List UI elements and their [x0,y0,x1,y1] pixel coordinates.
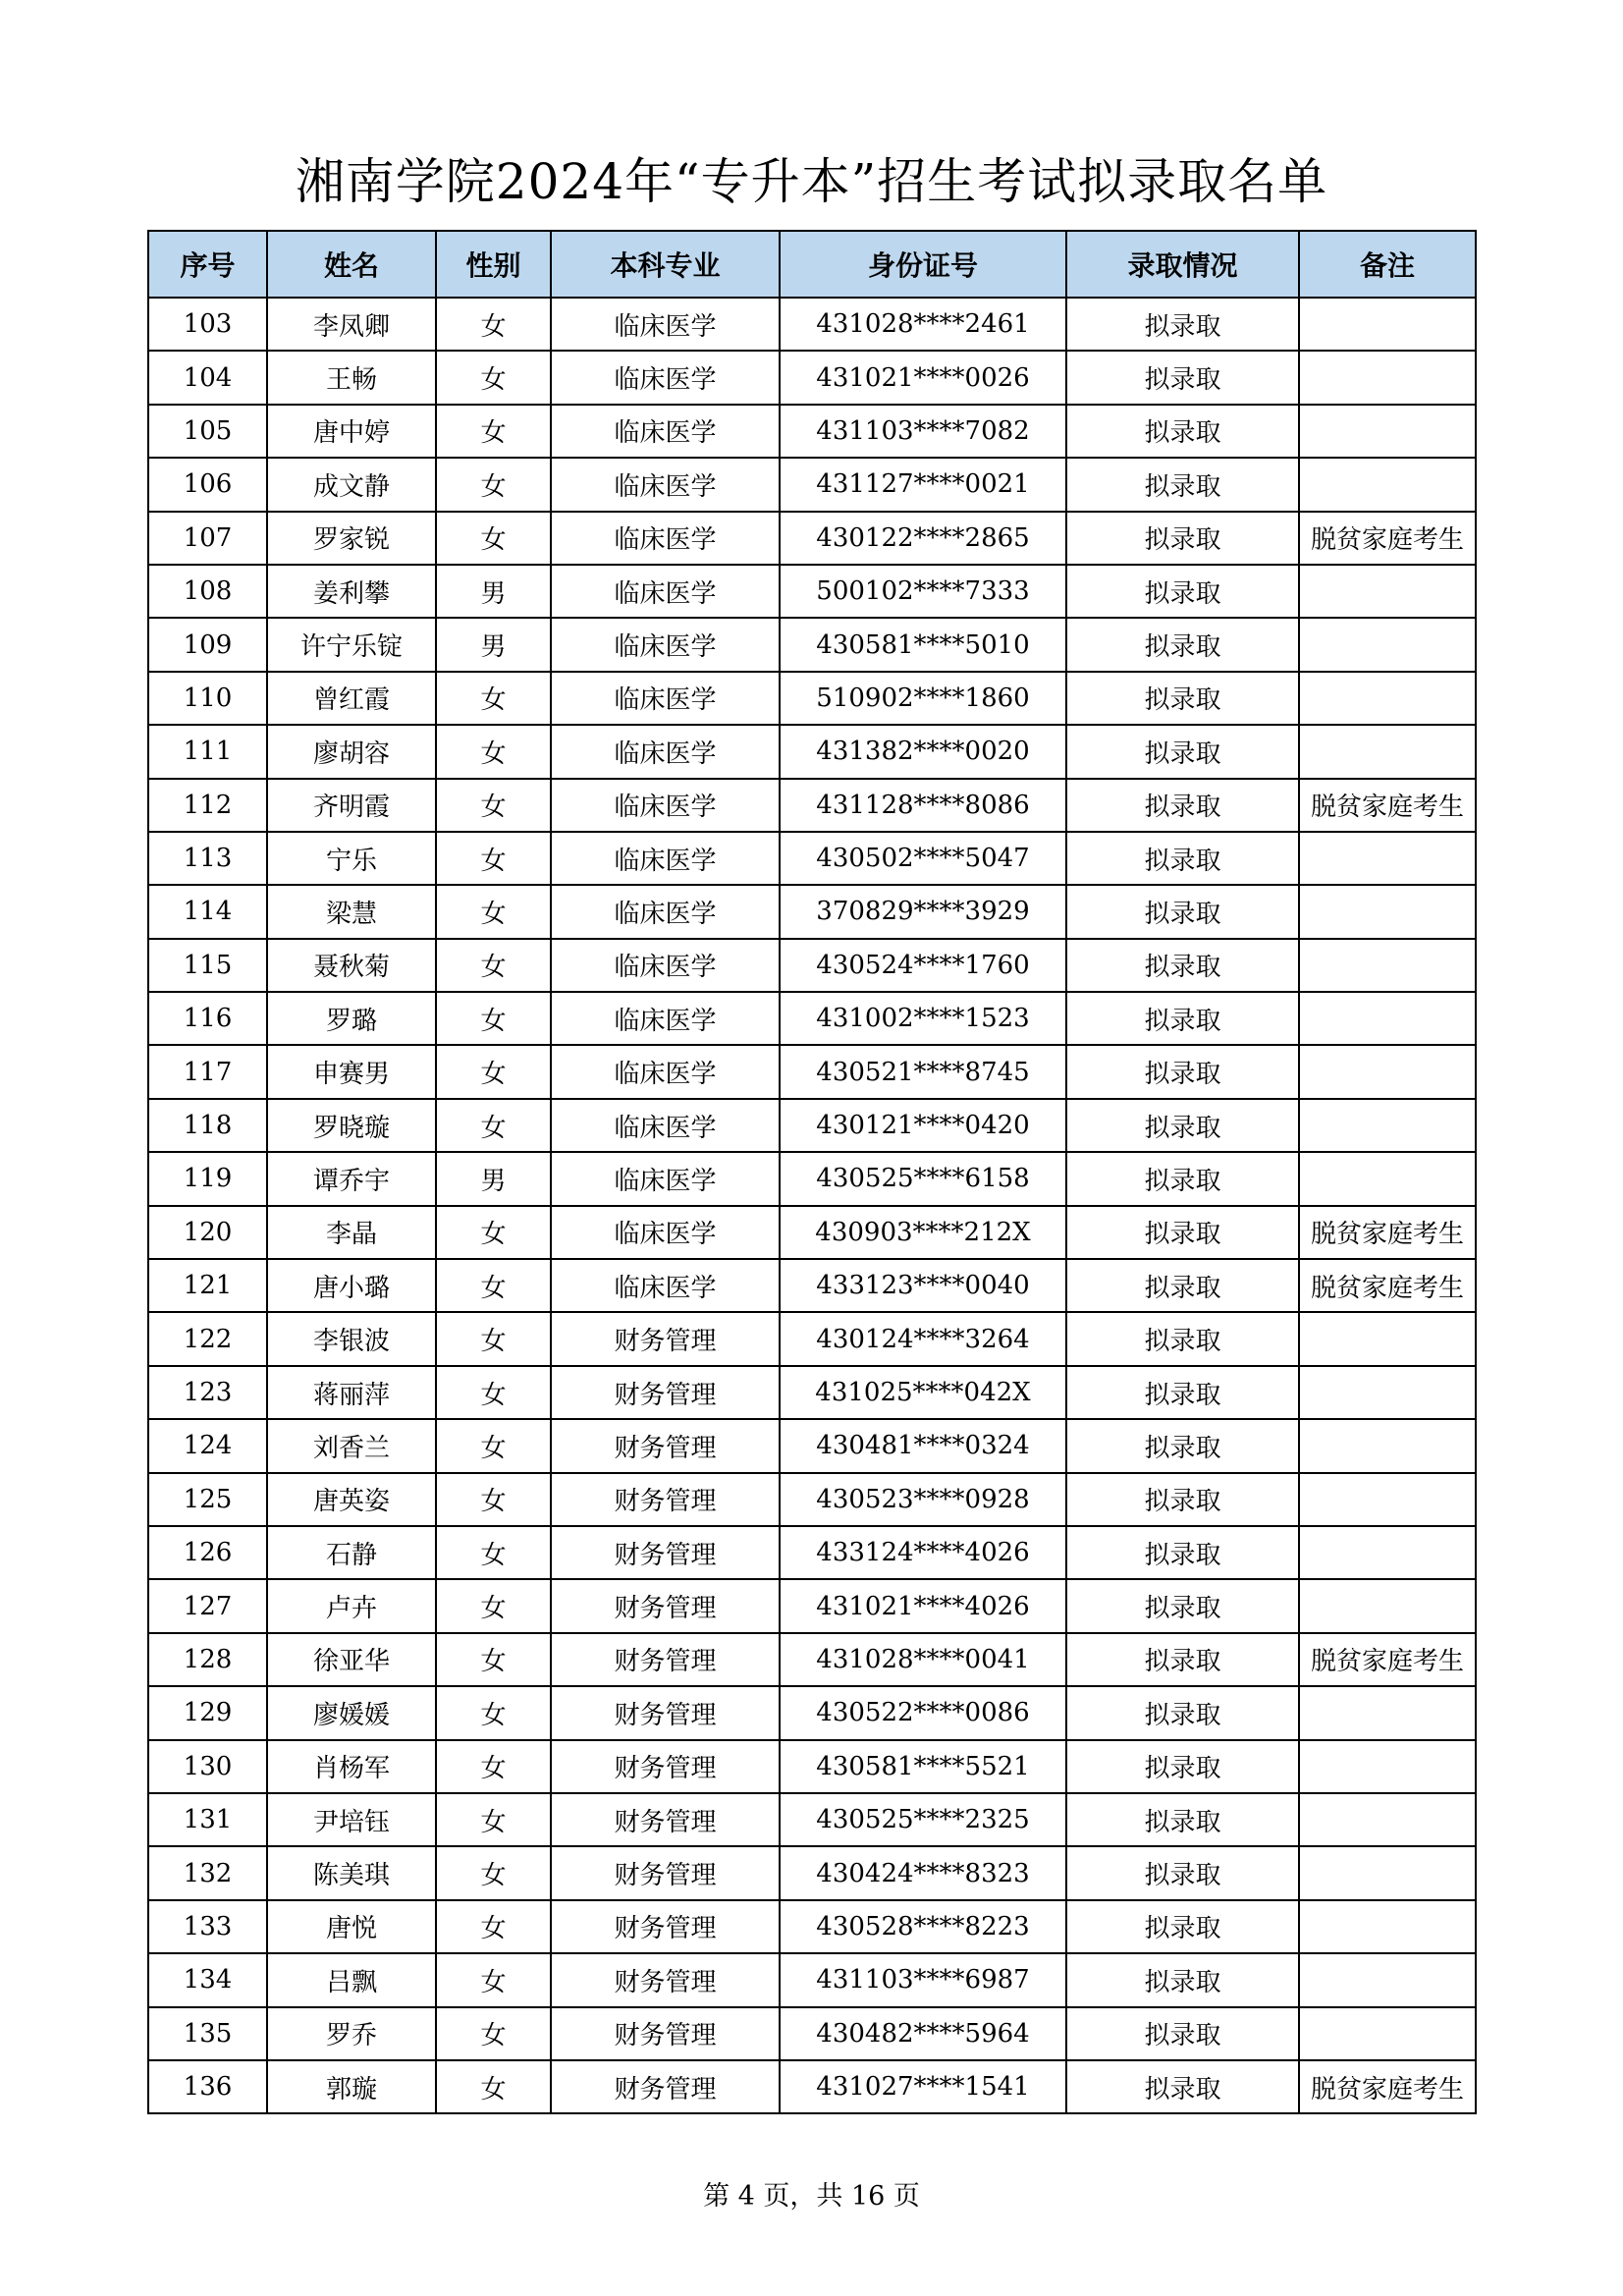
header-gender: 性别 [436,231,551,298]
cell-id-number: 433123****0040 [780,1259,1066,1312]
table-row [148,1953,1476,2006]
cell-admission-status: 拟录取 [1066,1206,1299,1259]
cell-admission-status: 拟录取 [1066,832,1299,885]
cell-id-number: 433124****4026 [780,1526,1066,1579]
cell-seq: 124 [148,1419,267,1472]
cell-seq: 106 [148,458,267,511]
cell-admission-status: 拟录取 [1066,1152,1299,1205]
cell-name: 李凤卿 [267,298,436,351]
cell-seq: 118 [148,1099,267,1152]
cell-admission-status: 拟录取 [1066,939,1299,992]
cell-id-number: 431021****4026 [780,1579,1066,1632]
cell-major: 临床医学 [551,885,780,938]
table-row [148,1579,1476,1632]
cell-remarks [1299,1152,1476,1205]
cell-major: 临床医学 [551,512,780,565]
cell-name: 李晶 [267,1206,436,1259]
cell-gender: 女 [436,1953,551,2006]
table-row [148,672,1476,725]
cell-major: 财务管理 [551,1846,780,1899]
cell-gender: 女 [436,672,551,725]
cell-gender: 女 [436,1473,551,1526]
cell-remarks [1299,565,1476,618]
cell-major: 临床医学 [551,298,780,351]
cell-admission-status: 拟录取 [1066,672,1299,725]
cell-id-number: 430524****1760 [780,939,1066,992]
cell-name: 蒋丽萍 [267,1366,436,1419]
cell-gender: 女 [436,512,551,565]
table-row [148,1900,1476,1953]
cell-id-number: 430122****2865 [780,512,1066,565]
cell-id-number: 430525****6158 [780,1152,1066,1205]
table-row [148,1633,1476,1686]
cell-name: 梁慧 [267,885,436,938]
cell-gender: 女 [436,1045,551,1098]
cell-remarks [1299,1579,1476,1632]
cell-admission-status: 拟录取 [1066,1953,1299,2006]
cell-seq: 115 [148,939,267,992]
cell-remarks [1299,1473,1476,1526]
cell-seq: 132 [148,1846,267,1899]
cell-remarks [1299,1099,1476,1152]
table-header [148,231,1476,298]
cell-gender: 女 [436,779,551,832]
cell-remarks [1299,298,1476,351]
cell-name: 罗家锐 [267,512,436,565]
cell-name: 王畅 [267,351,436,404]
cell-seq: 111 [148,725,267,778]
cell-gender: 女 [436,725,551,778]
cell-admission-status: 拟录取 [1066,1419,1299,1472]
table-row [148,458,1476,511]
cell-remarks: 脱贫家庭考生 [1299,779,1476,832]
cell-name: 吕飘 [267,1953,436,2006]
cell-admission-status: 拟录取 [1066,1579,1299,1632]
cell-gender: 女 [436,1259,551,1312]
cell-id-number: 431025****042X [780,1366,1066,1419]
cell-major: 财务管理 [551,1900,780,1953]
cell-seq: 112 [148,779,267,832]
cell-major: 临床医学 [551,1206,780,1259]
header-remarks: 备注 [1299,231,1476,298]
cell-remarks [1299,1846,1476,1899]
cell-remarks [1299,1953,1476,2006]
cell-admission-status: 拟录取 [1066,618,1299,671]
cell-gender: 女 [436,298,551,351]
cell-seq: 125 [148,1473,267,1526]
cell-gender: 女 [436,1633,551,1686]
cell-id-number: 431103****6987 [780,1953,1066,2006]
cell-remarks [1299,1686,1476,1739]
cell-gender: 女 [436,1686,551,1739]
cell-admission-status: 拟录取 [1066,1045,1299,1098]
cell-id-number: 430521****8745 [780,1045,1066,1098]
cell-id-number: 430502****5047 [780,832,1066,885]
cell-seq: 130 [148,1740,267,1793]
cell-admission-status: 拟录取 [1066,351,1299,404]
cell-remarks: 脱贫家庭考生 [1299,512,1476,565]
cell-gender: 女 [436,1419,551,1472]
cell-gender: 女 [436,2007,551,2060]
cell-id-number: 430522****0086 [780,1686,1066,1739]
cell-name: 唐英姿 [267,1473,436,1526]
table-row [148,1793,1476,1846]
table-row [148,725,1476,778]
cell-remarks [1299,1793,1476,1846]
cell-remarks [1299,1312,1476,1365]
cell-gender: 女 [436,992,551,1045]
cell-gender: 男 [436,618,551,671]
cell-name: 唐中婷 [267,405,436,458]
cell-admission-status: 拟录取 [1066,1633,1299,1686]
cell-seq: 109 [148,618,267,671]
cell-name: 许宁乐锭 [267,618,436,671]
cell-major: 临床医学 [551,725,780,778]
cell-major: 临床医学 [551,565,780,618]
cell-admission-status: 拟录取 [1066,725,1299,778]
cell-seq: 104 [148,351,267,404]
cell-seq: 136 [148,2060,267,2113]
cell-id-number: 431103****7082 [780,405,1066,458]
cell-id-number: 430581****5521 [780,1740,1066,1793]
cell-remarks [1299,458,1476,511]
cell-major: 财务管理 [551,2007,780,2060]
cell-gender: 男 [436,1152,551,1205]
cell-major: 临床医学 [551,1259,780,1312]
cell-name: 罗璐 [267,992,436,1045]
cell-admission-status: 拟录取 [1066,1526,1299,1579]
table-body [148,298,1476,2113]
cell-seq: 122 [148,1312,267,1365]
cell-remarks [1299,405,1476,458]
cell-seq: 108 [148,565,267,618]
cell-admission-status: 拟录取 [1066,298,1299,351]
cell-admission-status: 拟录取 [1066,1900,1299,1953]
cell-name: 成文静 [267,458,436,511]
cell-major: 财务管理 [551,1579,780,1632]
cell-seq: 131 [148,1793,267,1846]
cell-id-number: 430528****8223 [780,1900,1066,1953]
header-admission-status: 录取情况 [1066,231,1299,298]
cell-id-number: 430482****5964 [780,2007,1066,2060]
cell-id-number: 431028****0041 [780,1633,1066,1686]
cell-gender: 女 [436,1793,551,1846]
cell-major: 临床医学 [551,992,780,1045]
cell-id-number: 430523****0928 [780,1473,1066,1526]
page-title: 湘南学院2024年“专升本”招生考试拟录取名单 [295,153,1328,210]
cell-seq: 121 [148,1259,267,1312]
cell-gender: 男 [436,565,551,618]
cell-major: 临床医学 [551,1152,780,1205]
cell-name: 唐悦 [267,1900,436,1953]
cell-seq: 105 [148,405,267,458]
cell-remarks [1299,725,1476,778]
cell-remarks [1299,885,1476,938]
cell-gender: 女 [436,1312,551,1365]
cell-gender: 女 [436,351,551,404]
cell-id-number: 370829****3929 [780,885,1066,938]
cell-remarks [1299,1740,1476,1793]
cell-remarks [1299,2007,1476,2060]
cell-id-number: 430581****5010 [780,618,1066,671]
cell-major: 财务管理 [551,1366,780,1419]
cell-remarks [1299,1366,1476,1419]
cell-name: 宁乐 [267,832,436,885]
cell-seq: 133 [148,1900,267,1953]
cell-admission-status: 拟录取 [1066,1473,1299,1526]
cell-major: 财务管理 [551,1740,780,1793]
cell-gender: 女 [436,939,551,992]
cell-seq: 114 [148,885,267,938]
cell-admission-status: 拟录取 [1066,1686,1299,1739]
cell-remarks: 脱贫家庭考生 [1299,1633,1476,1686]
table-row [148,1099,1476,1152]
cell-remarks [1299,351,1476,404]
cell-id-number: 430903****212X [780,1206,1066,1259]
table-row [148,1152,1476,1205]
cell-seq: 103 [148,298,267,351]
cell-seq: 128 [148,1633,267,1686]
cell-id-number: 431021****0026 [780,351,1066,404]
table-row [148,992,1476,1045]
cell-id-number: 431382****0020 [780,725,1066,778]
cell-name: 罗晓璇 [267,1099,436,1152]
cell-name: 郭璇 [267,2060,436,2113]
cell-remarks [1299,1419,1476,1472]
cell-major: 临床医学 [551,832,780,885]
cell-seq: 135 [148,2007,267,2060]
cell-id-number: 431027****1541 [780,2060,1066,2113]
table-row [148,512,1476,565]
table-row [148,405,1476,458]
cell-admission-status: 拟录取 [1066,1793,1299,1846]
cell-major: 财务管理 [551,1419,780,1472]
cell-admission-status: 拟录取 [1066,1099,1299,1152]
cell-name: 尹培钰 [267,1793,436,1846]
cell-seq: 113 [148,832,267,885]
cell-name: 李银波 [267,1312,436,1365]
cell-remarks [1299,939,1476,992]
cell-remarks [1299,1526,1476,1579]
cell-gender: 女 [436,885,551,938]
cell-seq: 129 [148,1686,267,1739]
cell-id-number: 431128****8086 [780,779,1066,832]
cell-name: 卢卉 [267,1579,436,1632]
cell-admission-status: 拟录取 [1066,885,1299,938]
cell-id-number: 431002****1523 [780,992,1066,1045]
cell-gender: 女 [436,1579,551,1632]
cell-admission-status: 拟录取 [1066,779,1299,832]
cell-id-number: 430525****2325 [780,1793,1066,1846]
cell-major: 财务管理 [551,1793,780,1846]
cell-id-number: 430481****0324 [780,1419,1066,1472]
cell-name: 曾红霞 [267,672,436,725]
table-row [148,565,1476,618]
cell-gender: 女 [436,458,551,511]
table-row [148,1206,1476,1259]
table-row [148,351,1476,404]
cell-admission-status: 拟录取 [1066,1846,1299,1899]
cell-major: 临床医学 [551,939,780,992]
cell-seq: 117 [148,1045,267,1098]
cell-id-number: 430424****8323 [780,1846,1066,1899]
table-row [148,779,1476,832]
table-row [148,832,1476,885]
cell-remarks [1299,1045,1476,1098]
cell-id-number: 430124****3264 [780,1312,1066,1365]
table-row [148,1312,1476,1365]
cell-major: 财务管理 [551,1473,780,1526]
cell-gender: 女 [436,1366,551,1419]
table-row [148,1740,1476,1793]
table-row [148,1045,1476,1098]
cell-gender: 女 [436,1526,551,1579]
cell-remarks: 脱贫家庭考生 [1299,2060,1476,2113]
admission-table [147,230,1477,2114]
cell-remarks: 脱贫家庭考生 [1299,1259,1476,1312]
cell-gender: 女 [436,2060,551,2113]
cell-admission-status: 拟录取 [1066,1366,1299,1419]
cell-major: 临床医学 [551,351,780,404]
cell-admission-status: 拟录取 [1066,1259,1299,1312]
cell-admission-status: 拟录取 [1066,1740,1299,1793]
cell-admission-status: 拟录取 [1066,405,1299,458]
cell-gender: 女 [436,1900,551,1953]
cell-name: 罗乔 [267,2007,436,2060]
page-footer: 第 4 页，共 16 页 [703,2181,920,2212]
cell-seq: 126 [148,1526,267,1579]
cell-seq: 116 [148,992,267,1045]
cell-major: 财务管理 [551,2060,780,2113]
cell-major: 临床医学 [551,672,780,725]
cell-remarks: 脱贫家庭考生 [1299,1206,1476,1259]
header-seq: 序号 [148,231,267,298]
table-row [148,1419,1476,1472]
cell-admission-status: 拟录取 [1066,2060,1299,2113]
table-row [148,1473,1476,1526]
header-name: 姓名 [267,231,436,298]
cell-gender: 女 [436,405,551,458]
cell-name: 陈美琪 [267,1846,436,1899]
cell-admission-status: 拟录取 [1066,1312,1299,1365]
table-row [148,1686,1476,1739]
cell-remarks [1299,1900,1476,1953]
cell-major: 财务管理 [551,1633,780,1686]
header-row [148,231,1476,298]
cell-gender: 女 [436,832,551,885]
table-row [148,2060,1476,2113]
cell-seq: 119 [148,1152,267,1205]
cell-name: 申赛男 [267,1045,436,1098]
cell-seq: 127 [148,1579,267,1632]
cell-remarks [1299,672,1476,725]
cell-id-number: 500102****7333 [780,565,1066,618]
table-row [148,1846,1476,1899]
cell-major: 临床医学 [551,1045,780,1098]
cell-seq: 123 [148,1366,267,1419]
cell-name: 刘香兰 [267,1419,436,1472]
cell-major: 临床医学 [551,458,780,511]
cell-name: 肖杨军 [267,1740,436,1793]
cell-remarks [1299,992,1476,1045]
cell-seq: 134 [148,1953,267,2006]
cell-name: 谭乔宇 [267,1152,436,1205]
cell-major: 临床医学 [551,405,780,458]
cell-seq: 107 [148,512,267,565]
cell-major: 财务管理 [551,1526,780,1579]
cell-gender: 女 [436,1206,551,1259]
cell-name: 唐小璐 [267,1259,436,1312]
cell-gender: 女 [436,1099,551,1152]
table-row [148,885,1476,938]
cell-id-number: 510902****1860 [780,672,1066,725]
cell-name: 姜利攀 [267,565,436,618]
cell-major: 临床医学 [551,779,780,832]
cell-name: 廖媛媛 [267,1686,436,1739]
table-row [148,939,1476,992]
cell-major: 财务管理 [551,1312,780,1365]
table-row [148,618,1476,671]
cell-id-number: 431028****2461 [780,298,1066,351]
cell-admission-status: 拟录取 [1066,458,1299,511]
cell-admission-status: 拟录取 [1066,512,1299,565]
header-id-number: 身份证号 [780,231,1066,298]
cell-remarks [1299,618,1476,671]
header-major: 本科专业 [551,231,780,298]
table-row [148,1366,1476,1419]
cell-name: 廖胡容 [267,725,436,778]
cell-admission-status: 拟录取 [1066,2007,1299,2060]
cell-gender: 女 [436,1740,551,1793]
cell-gender: 女 [436,1846,551,1899]
cell-name: 齐明霞 [267,779,436,832]
cell-name: 石静 [267,1526,436,1579]
table-row [148,1259,1476,1312]
cell-major: 临床医学 [551,1099,780,1152]
table-row [148,2007,1476,2060]
cell-id-number: 431127****0021 [780,458,1066,511]
cell-seq: 120 [148,1206,267,1259]
cell-seq: 110 [148,672,267,725]
cell-major: 财务管理 [551,1953,780,2006]
cell-remarks [1299,832,1476,885]
cell-admission-status: 拟录取 [1066,565,1299,618]
table-row [148,298,1476,351]
cell-major: 临床医学 [551,618,780,671]
cell-admission-status: 拟录取 [1066,992,1299,1045]
cell-major: 财务管理 [551,1686,780,1739]
table-row [148,1526,1476,1579]
cell-id-number: 430121****0420 [780,1099,1066,1152]
cell-name: 徐亚华 [267,1633,436,1686]
cell-name: 聂秋菊 [267,939,436,992]
